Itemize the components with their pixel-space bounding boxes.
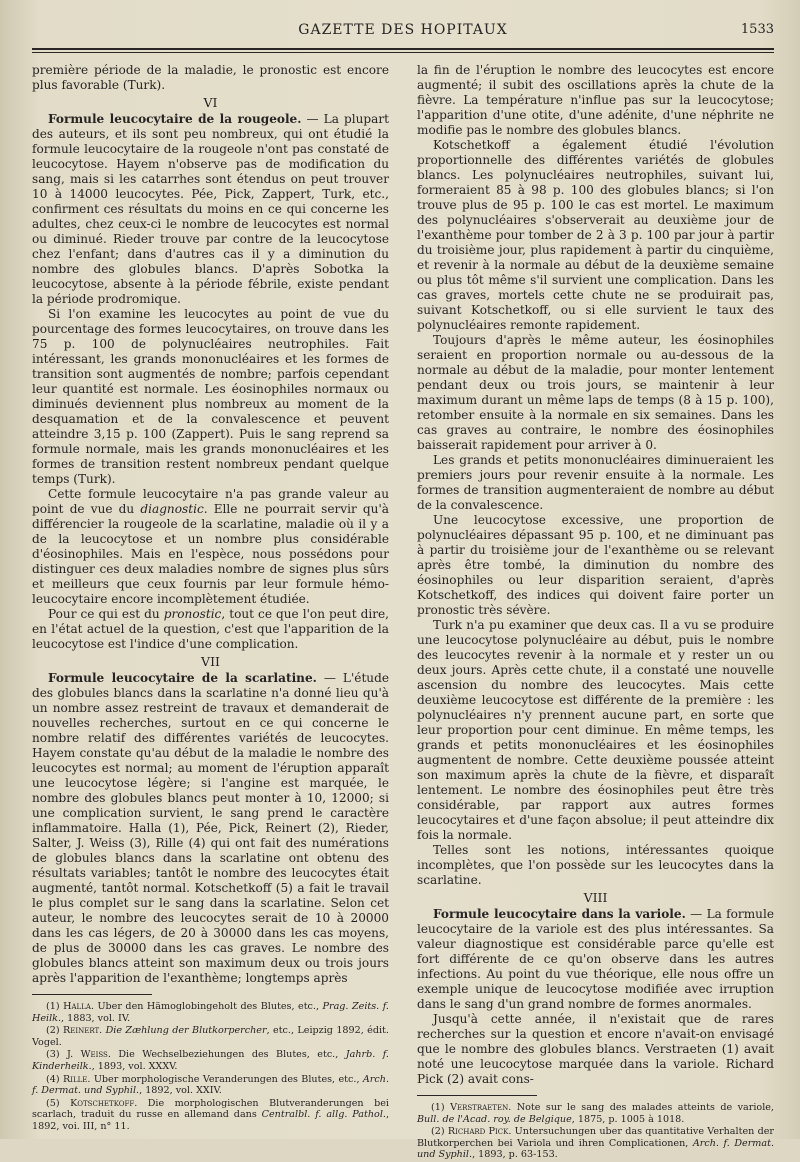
footnote: (2) Richard Pick. Untersuchungen uber das quantitative Verhalten der Blutkorperchen bei Variola und ihren Complicationen, Arch. f. Dermat. und Syphil., 1893, p. 63-153. [417,1126,775,1161]
paragraph: Cette formule leucocytaire n'a pas grande valeur au point de vue du diagnostic. Elle ne pourrait servir qu'à différencier la rougeole de la scarlatine, maladie où il y a de la leucocytose et un nombre plus considérable d'éosinophiles. Mais en l'espèce, nous possédons pour distinguer ces deux maladies nombre de signes plus sûrs et meilleurs que ceux fournis par leur formule hémo-leucocytaire encore incomplètement étudiée. [32,487,389,606]
footnote: (1) Verstraeten. Note sur le sang des malades atteints de variole, Bull. de l'Acad. roy. de Belgique, 1875, p. 1005 à 1018. [417,1102,774,1125]
footnote: (1) Halla. Uber den Hämoglobingeholt des Blutes, etc., Prag. Zeits. f. Heilk., 1883, vol. IV. [32,1001,389,1024]
footnote-rule [417,1095,537,1096]
paragraph: Pour ce qui est du pronostic, tout ce que l'on peut dire, en l'état actuel de la question, c'est que l'apparition de la leucocytose est l'indice d'une complication. [32,607,389,651]
paragraph: Formule leucocytaire dans la variole. — La formule leucocytaire de la variole est des plus intéressantes. Sa valeur diagnostique est considérable parce qu'elle est fort différente de ce qu'on observe dans les autres infections. Au point du vue théorique, elle nous offre un exemple unique de leucocytose modifiée avec irruption dans le sang d'un grand nombre de formes anormales. [417,907,774,1011]
paragraph: Une leucocytose excessive, une proportion de polynucléaires dépassant 95 p. 100, et ne diminuant pas à partir du troisième jour de l'exanthème ou se relevant après être tombé, la diminution du nombre des éosinophiles ou leur disparition seraient, d'après Kotschetkoff, des indices qui doivent faire porter un pronostic très sévère. [417,513,774,617]
footnotes [417,1102,774,1161]
paragraph: Formule leucocytaire de la scarlatine. — L'étude des globules blancs dans la scarlatine n'a donné lieu qu'à un nombre assez restreint de travaux et demanderait de nouvelles recherches, surtout en ce qui concerne le nombre relatif des différentes variétés de leucocytes. Hayem constate qu'au début de la maladie le nombre des leucocytes est normal; au moment de l'éruption apparaît une leucocytose légère; si l'angine est marquée, le nombre des globules blancs peut monter à 10, 12000; si une complication survient, le sang prend le caractère inflammatoire. Halla (1), Pée, Pick, Reinert (2), Rieder, Salter, J. Weiss (3), Rille (4) qui ont fait des numérations de globules blancs dans la scarlatine ont obtenu des résultats variables; tantôt le nombre des leucocytes était augmenté, tantôt normal. Kotschetkoff (5) a fait le travail le plus complet sur le sang dans la scarlatine. Selon cet auteur, le nombre des leucocytes serait de 10 à 20000 dans les cas légers, de 20 à 30000 dans les cas moyens, de plus de 30000 dans les cas graves. Le nombre des globules blancs atteint son maximum deux ou trois jours après l'apparition de l'exanthème; longtemps après [32,671,389,985]
paragraph: Turk n'a pu examiner que deux cas. Il a vu se produire une leucocytose polynucléaire au début, puis le nombre des leucocytes revenir à la normale et y rester un ou deux jours. Après cette chute, il a constaté une nouvelle ascension du nombre des leucocytes. Mais cette deuxième leucocytose est différente de la première : les polynucléaires n'y prennent aucune part, en sorte que leur proportion pour cent diminue. En même temps, les grands et petits mononucléaires et les éosinophiles augmentent de nombre. Cette deuxième poussée atteint son maximum après la chute de la fièvre, et disparaît lentement. Le nombre des éosinophiles peut être très considérable, par rapport aux autres formes leucocytaires et d'une façon absolue; il peut atteindre dix fois la normale. [417,618,774,842]
page-number: 1533 [740,22,774,37]
paragraph: Toujours d'après le même auteur, les éosinophiles seraient en proportion normale ou au-dessous de la normale au début de la maladie, pour monter lentement pendant deux ou trois jours, se maintenir à leur maximum durant un même laps de temps (8 à 15 p. 100), retomber ensuite à la normale en six semaines. Dans les cas graves au contraire, le nombre des éosinophiles baisserait rapidement pour arriver à 0. [417,333,774,452]
section-heading: VIII [583,890,608,905]
paragraph: la fin de l'éruption le nombre des leucocytes est encore augmenté; il subit des oscillations après la chute de la fièvre. La température n'influe pas sur la leucocytose; l'apparition d'une otite, d'une adénite, d'une néphrite ne modifie pas le nombre des globules blancs. [417,63,774,137]
footnotes [32,1001,389,1133]
paragraph-lead: Formule leucocytaire dans la variole. [433,907,686,921]
footnote: (3) J. Weiss. Die Wechselbeziehungen des Blutes, etc., Jahrb. f. Kinderheilk., 1893, vol. XXXV. [32,1049,389,1072]
right-column [417,63,774,1162]
footnote: (2) Reinert. Die Zæhlung der Blutkorpercher, etc., Leipzig 1892, édit. Vogel. [32,1025,389,1048]
journal-title: GAZETTE DES HOPITAUX [298,22,508,38]
paragraph: Jusqu'à cette année, il n'existait que de rares recherches sur la question et encore n'avait-on envisagé que le nombre des globules blancs. Verstraeten (1) avait noté une leucocytose marquée dans la variole. Richard Pick (2) avait cons- [417,1012,774,1086]
paragraph: Les grands et petits mononucléaires diminueraient les premiers jours pour revenir ensuite à la normale. Les formes de transition augmenteraient de nombre au début de la convalescence. [417,453,774,512]
left-column [32,63,389,1162]
paragraph: Telles sont les notions, intéressantes quoique incomplètes, que l'on possède sur les leucocytes dans la scarlatine. [417,843,774,887]
paragraph: Kotschetkoff a également étudié l'évolution proportionnelle des différentes variétés de globules blancs. Les polynucléaires neutrophiles, suivant lui, formeraient 85 à 98 p. 100 des globules blancs; si l'on trouve plus de 95 p. 100 le cas est mortel. Le maximum des polynucléaires s'observerait au deuxième jour de l'exanthème pour tomber de 2 à 3 p. 100 par jour à partir du troisième jour, plus rapidement à partir du cinquième, et revenir à la normale au début de la deuxième semaine ou plus tôt même s'il survient une complication. Dans les cas graves, mortels cette chute ne se produirait pas, suivant Kotschetkoff, ou si elle survient le taux des polynucléaires remonte rapidement. [417,138,774,332]
paragraph: première période de la maladie, le pronostic est encore plus favorable (Turk). [32,63,389,92]
footnote: (5) Kotschetkoff. Die morphologischen Blutveranderungen bei scarlach, traduit du russe en allemand dans Centralbl. f. allg. Pathol., 1892, voi. III, n° 11. [32,1097,389,1132]
header-rule-thin [32,52,774,53]
section-heading: VII [201,654,220,669]
running-header [32,20,774,42]
section-heading: VI [203,95,218,110]
footnote: (4) Rille. Uber morphologische Veranderungen des Blutes, etc., Arch. f. Dermat. und Syphil., 1892, vol. XXIV. [32,1073,389,1097]
paragraph: Formule leucocytaire de la rougeole. — La plupart des auteurs, et ils sont peu nombreux, qui ont étudié la formule leucocytaire de la rougeole n'ont pas constaté de leucocytose. Hayem n'observe pas de modification du sang, mais si les catarrhes sont étendus on peut trouver 10 à 14000 leucocytes. Pée, Pick, Zappert, Turk, etc., confirment ces résultats du moins en ce qui concerne les adultes, chez ceux-ci le nombre de leucocytes est normal ou diminué. Rieder trouve par contre de la leucocytose chez l'enfant; dans d'autres cas il y a diminution du nombre des globules blancs. D'après Sobotka la leucocytose, absente à la période fébrile, existe pendant la période prodromique. [32,112,389,306]
paragraph: Si l'on examine les leucocytes au point de vue du pourcentage des formes leucocytaires, on trouve dans les 75 p. 100 de polynucléaires neutrophiles. Fait intéressant, les grands mononucléaires et les formes de transition sont augmentés de nombre; parfois cependant leur quantité est normale. Les éosinophiles normaux ou diminués deviennent plus nombreux au moment de la desquamation et de la convalescence et peuvent atteindre 3,15 p. 100 (Zappert). Puis le sang reprend sa formule normale, mais les grands mononucléaires et les formes de transition restent nombreux pendant quelque temps (Turk). [32,307,389,486]
paragraph-lead: Formule leucocytaire de la scarlatine. [48,671,317,685]
header-rule [32,48,774,50]
paragraph-lead: Formule leucocytaire de la rougeole. [48,112,302,126]
footnote-rule [32,994,152,995]
body-columns [32,63,774,1162]
